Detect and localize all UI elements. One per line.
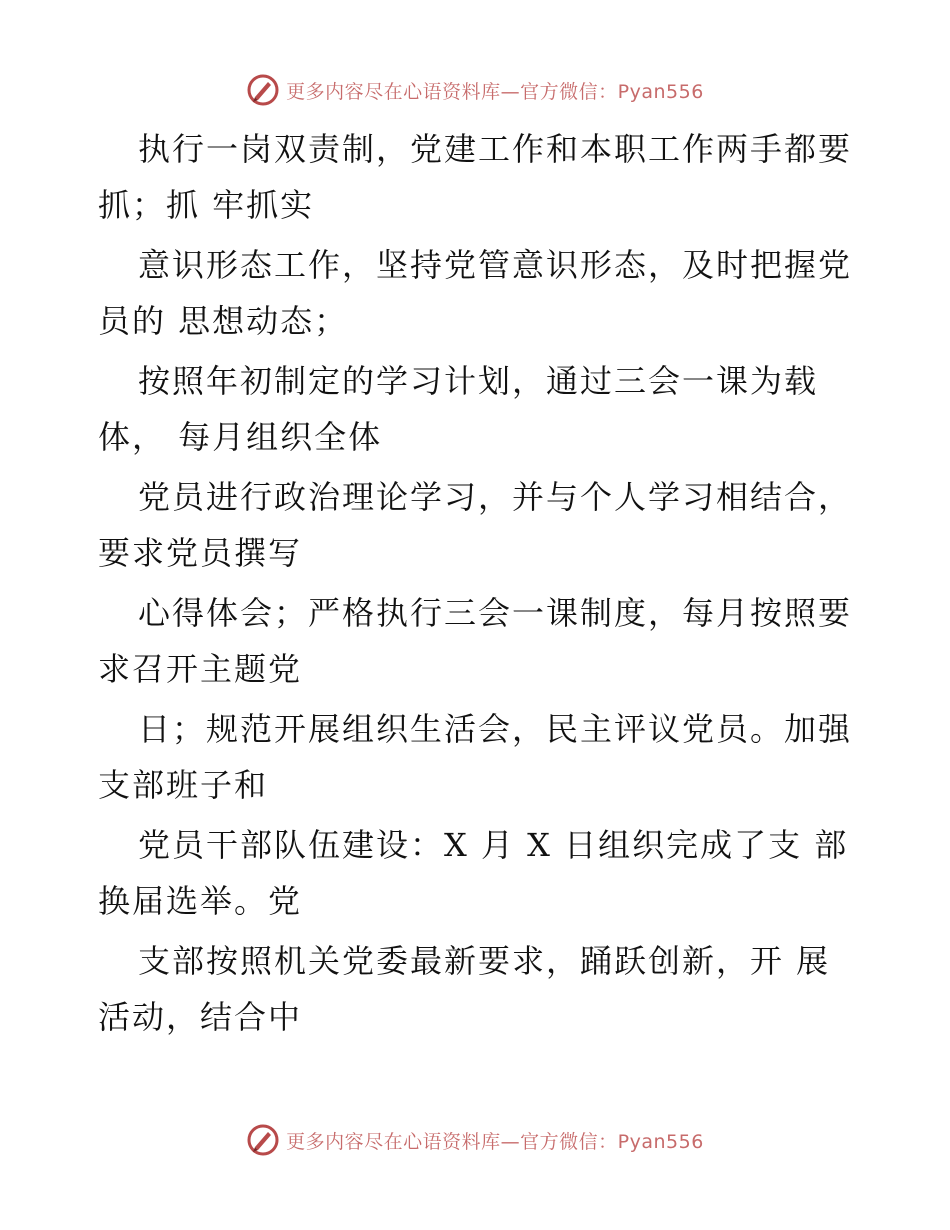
text-line: 心得体会；严格执行三会一课制度，每月按照要 bbox=[138, 594, 853, 632]
footer-banner bbox=[0, 1120, 950, 1160]
text-line: 求召开主题党 bbox=[98, 650, 303, 688]
text-line: 活动，结合中 bbox=[98, 998, 303, 1036]
header-banner-text: 更多内容尽在心语资料库—官方微信：Pyan556 bbox=[286, 80, 704, 103]
text-line: 意识形态工作，坚持党管意识形态，及时把握党 bbox=[138, 246, 853, 284]
pen-logo-icon bbox=[246, 1123, 280, 1157]
text-line: 抓；抓 牢抓实 bbox=[98, 186, 315, 224]
text-line: 按照年初制定的学习计划，通过三会一课为载 bbox=[138, 362, 819, 400]
text-line: 体， 每月组织全体 bbox=[98, 418, 383, 456]
footer-banner-text: 更多内容尽在心语资料库—官方微信：Pyan556 bbox=[286, 1130, 704, 1153]
text-line: 日；规范开展组织生活会，民主评议党员。加强 bbox=[138, 710, 853, 748]
pen-logo-icon bbox=[246, 73, 280, 107]
text-line: 要求党员撰写 bbox=[98, 534, 303, 572]
text-line: 执行一岗双责制，党建工作和本职工作两手都要 bbox=[138, 130, 853, 168]
header-banner bbox=[0, 70, 950, 110]
text-line: 支部按照机关党委最新要求，踊跃创新，开 展 bbox=[138, 942, 831, 980]
text-line: 员的 思想动态； bbox=[98, 302, 349, 340]
text-line: 支部班子和 bbox=[98, 766, 269, 804]
text-line: 换届选举。党 bbox=[98, 882, 303, 920]
text-line: 党员干部队伍建设：X 月 X 日组织完成了支 部 bbox=[138, 826, 849, 864]
text-line: 党员进行政治理论学习，并与个人学习相结合， bbox=[138, 478, 853, 516]
